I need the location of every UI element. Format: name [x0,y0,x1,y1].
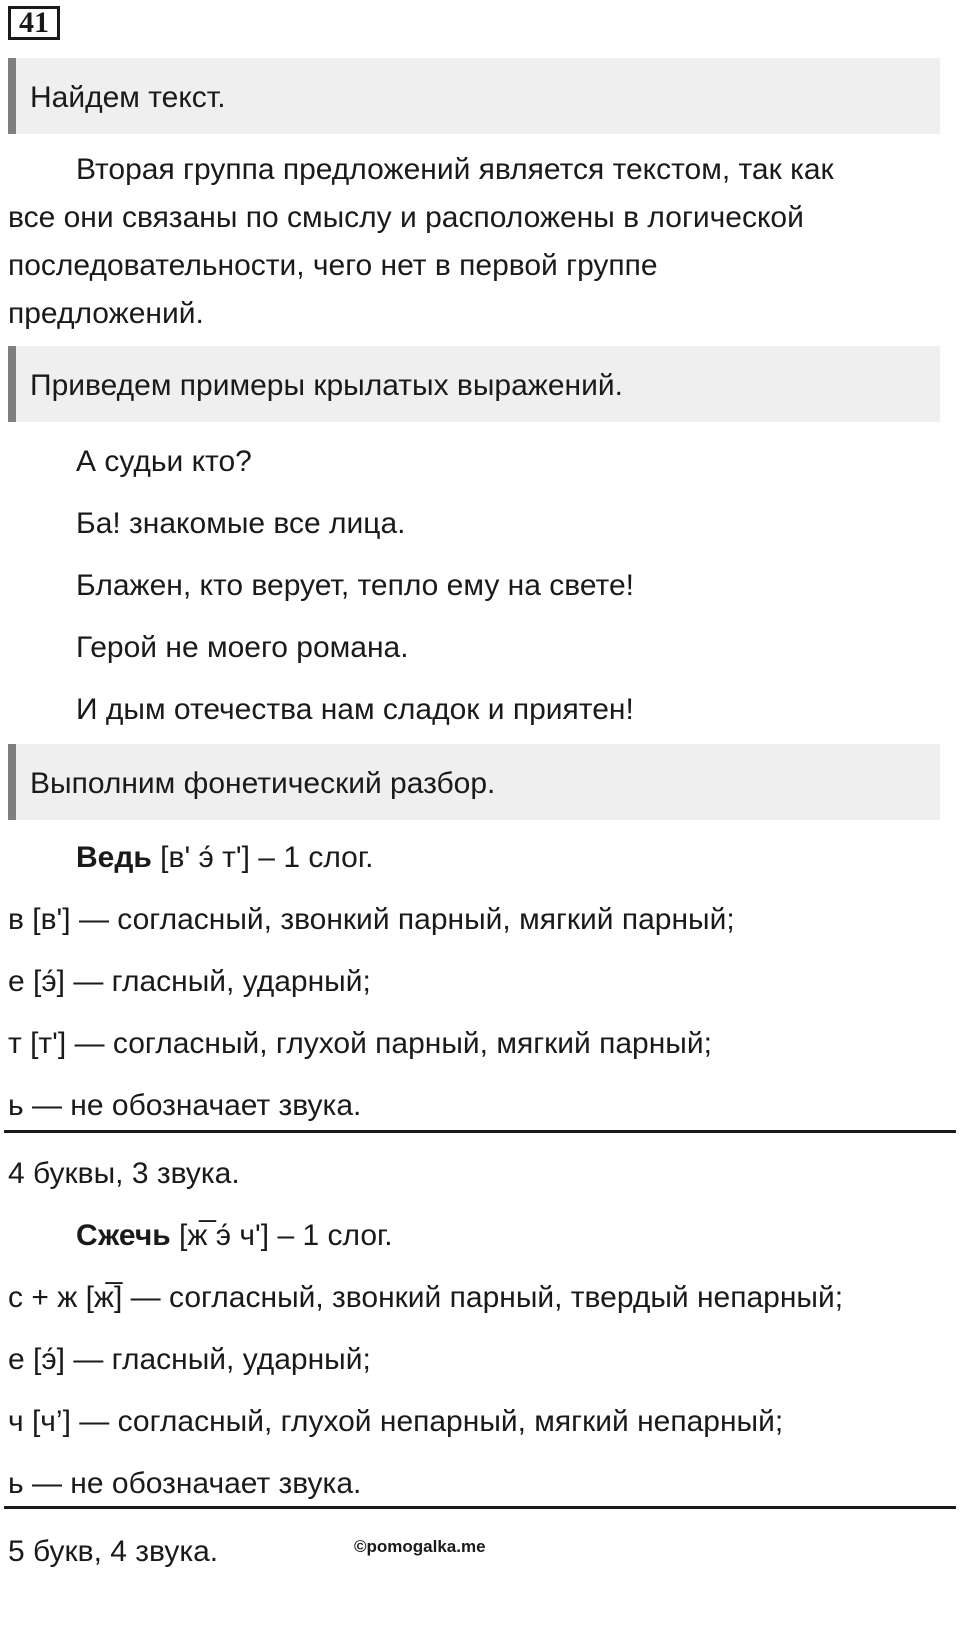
word-2: Сжечь [76,1219,171,1252]
section-header-find-text [8,58,940,134]
divider [4,1130,956,1133]
word-summary-1: 4 буквы, 3 звука. [8,1157,240,1190]
letter-analysis: ь — не обозначает звука. [8,1089,362,1122]
letter-analysis: в [в'] — согласный, звонкий парный, мягкий парный; [8,903,735,936]
letter-analysis: ч [ч’] — согласный, глухой непарный, мягкий непарный; [8,1405,784,1438]
divider [4,1506,956,1509]
word-summary-2: 5 букв, 4 звука. [8,1535,219,1568]
word-transcription-1 [76,840,373,876]
letter-analysis: с + ж [ж̅] — согласный, звонкий парный, твердый непарный; [8,1281,844,1314]
letter-analysis: е [э́] — гласный, ударный; [8,965,371,998]
paragraph-line: последовательности, чего нет в первой группе [8,249,658,282]
section-header-label: Найдем текст. [30,81,226,114]
word-1: Ведь [76,841,152,874]
idiom-item: А судьи кто? [76,445,252,478]
idiom-item: Ба! знакомые все лица. [76,507,406,540]
transcription-2: [ж̅ э́ ч'] – 1 слог. [170,1219,393,1252]
idiom-item: И дым отечества нам сладок и приятен! [76,693,634,726]
exercise-number: 41 [8,6,60,40]
word-transcription-2 [76,1218,393,1254]
letter-analysis: т [т'] — согласный, глухой парный, мягкий парный; [8,1027,712,1060]
transcription-1: [в' э́ т'] – 1 слог. [151,841,374,874]
idiom-item: Блажен, кто верует, тепло ему на свете! [76,569,634,602]
section-header-label: Выполним фонетический разбор. [30,767,496,800]
paragraph-line: Вторая группа предложений является текстом, так как [76,153,834,186]
letter-analysis: ь — не обозначает звука. [8,1467,362,1500]
section-header-idioms [8,346,940,422]
paragraph-line: предложений. [8,297,204,330]
letter-analysis: е [э́] — гласный, ударный; [8,1343,371,1376]
idiom-item: Герой не моего романа. [76,631,409,664]
watermark: ©pomogalka.me [354,1537,486,1556]
section-header-label: Приведем примеры крылатых выражений. [30,369,623,402]
section-header-phonetic [8,744,940,820]
paragraph-line: все они связаны по смыслу и расположены в логической [8,201,804,234]
